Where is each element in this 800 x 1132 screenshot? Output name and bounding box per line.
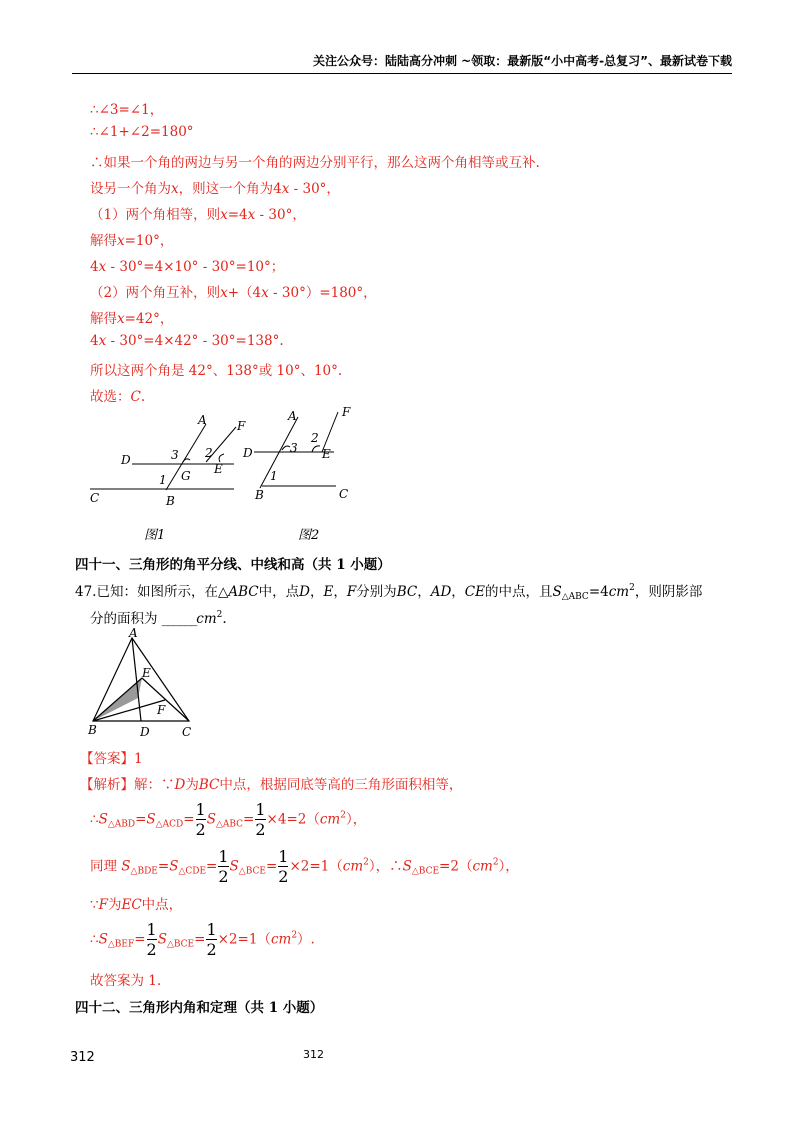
fig1-label-G: G	[181, 469, 191, 483]
solution-line-3: ∴如果一个角的两边与另一个角的两边分别平行，那么这两个角相等或互补.	[90, 155, 540, 171]
page-number-center: 312	[303, 1048, 324, 1061]
section-42-heading: 四十二、三角形内角和定理（共 1 小题）	[75, 1000, 324, 1016]
fig1-label-F: F	[237, 419, 246, 433]
fig1-label-B: B	[166, 494, 175, 508]
fig1-label-E: E	[214, 462, 223, 476]
tri-label-E: E	[142, 666, 151, 680]
solution-line-1: ∴∠3=∠1，	[90, 102, 164, 118]
tri-label-C: C	[182, 725, 192, 739]
page-number-left: 312	[70, 1050, 95, 1065]
solution-line-11: 所以这两个角是 42°、138°或 10°、10°.	[90, 363, 343, 379]
fig2-label-F: F	[342, 405, 351, 419]
triangle-figure	[86, 628, 206, 740]
fig2-label-A: A	[288, 409, 297, 423]
fig2-label-C: C	[339, 487, 349, 501]
fig1-label-2: 2	[205, 446, 213, 460]
analysis-final: 故答案为 1.	[90, 973, 162, 989]
fig2-label-B: B	[255, 488, 264, 502]
fig1-label-C: C	[90, 491, 100, 505]
fig1-label-1: 1	[159, 473, 167, 487]
fig2-label-1: 1	[270, 469, 278, 483]
question-47-line-1: 47.已知：如图所示，在△ABC中，点D，E，F分别为BC，AD，CE的中点，且$S_{\triangle ABC}=4cm^2$，则阴影部	[75, 583, 703, 602]
fig2-label-D: D	[243, 446, 253, 460]
solution-line-8: （2）两个角互补，则x+（4x - 30°）=180°，	[90, 285, 377, 301]
tri-label-F: F	[157, 703, 166, 717]
tri-label-A: A	[129, 628, 138, 640]
analysis-eq-4: $\therefore S_{\triangle BEF}=$ $\frac{1}{2}$ $S_{\triangle BCE}=$ $\frac{1}{2}$ $\times 2=1(cm^2)$.	[90, 920, 315, 959]
fig2-label-E: E	[322, 447, 331, 461]
solution-line-5: （1）两个角相等，则x=4x - 30°，	[90, 207, 306, 223]
tri-label-D: D	[140, 725, 150, 739]
analysis-line-3: ∵F为EC中点，	[90, 897, 183, 913]
parallel-angles-figures	[84, 402, 384, 552]
figure-2-caption: 图2	[298, 528, 320, 543]
fig2-label-2: 2	[311, 431, 319, 445]
tri-label-B: B	[88, 723, 97, 737]
answer-blank: ______	[161, 611, 197, 627]
question-47-line-2: 分的面积为 $\_\_\_\_\_\_cm^2$.	[90, 610, 227, 627]
fig1-label-3: 3	[171, 448, 179, 462]
solution-line-9: 解得x=42°，	[90, 311, 174, 327]
section-41-heading: 四十一、三角形的角平分线、中线和高（共 1 小题）	[75, 557, 391, 573]
answer-label: 【答案】1	[80, 751, 143, 767]
figure-1-caption: 图1	[144, 528, 166, 543]
solution-line-10: 4x - 30°=4×42° - 30°=138°.	[90, 333, 284, 349]
solution-line-6: 解得x=10°，	[90, 233, 174, 249]
solution-line-2: ∴∠1+∠2=180°	[90, 124, 194, 140]
solution-line-12: 故选：C.	[90, 389, 146, 405]
fig1-label-A: A	[198, 413, 207, 427]
analysis-eq-1: $\therefore S_{\triangle ABD}=S_{\triangle ACD}=$ $\frac{1}{2}$ $S_{\triangle ABC}=$ $\frac{1}{2}$ $\times 4=2(cm^2)$，	[90, 800, 367, 839]
fig1-label-D: D	[121, 453, 131, 467]
fig2-label-3: 3	[290, 441, 298, 455]
page-header: 关注公众号：陆陆高分冲刺 ~领取：最新版“小中高考-总复习”、最新试卷下载	[72, 52, 732, 74]
analysis-eq-2: 同理 $S_{\triangle BDE}=S_{\triangle CDE}=$ $\frac{1}{2}$ $S_{\triangle BCE}=$ $\frac{1}{2}$ $\times 2=1(cm^2)$，$\therefore S_{\triangle BCE}=2(cm^2)$，	[90, 847, 519, 886]
analysis-line-1: 【解析】解：∵D为BC中点，根据同底等高的三角形面积相等，	[80, 777, 463, 793]
solution-line-7: 4x - 30°=4×10° - 30°=10°；	[90, 259, 285, 275]
solution-line-4: 设另一个角为x，则这一个角为4x - 30°，	[90, 181, 340, 197]
